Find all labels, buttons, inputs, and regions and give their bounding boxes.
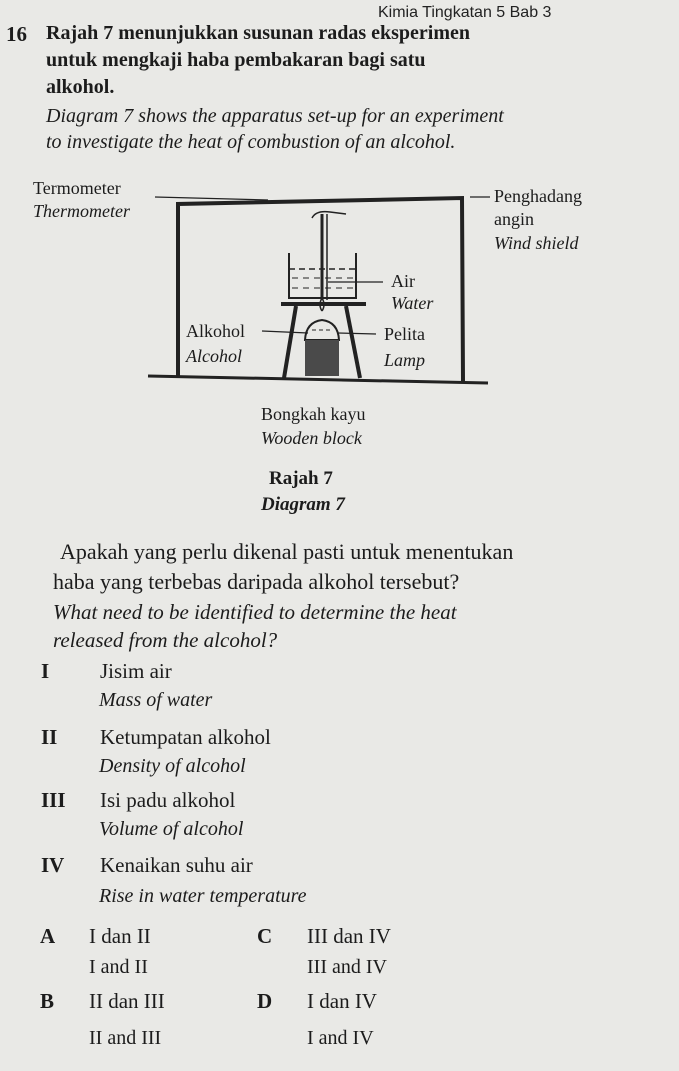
question-number: 16 — [6, 22, 27, 46]
option-a-text-en: I and II — [89, 956, 148, 978]
label-alcohol-en: Alcohol — [186, 346, 242, 366]
option-c-text[interactable]: III dan IV — [307, 924, 391, 948]
option-b-text[interactable]: II dan III — [89, 989, 165, 1013]
clamp — [312, 212, 346, 218]
stem-ms-line-1: Apakah yang perlu dikenal pasti untuk menentukan — [60, 539, 514, 564]
item-ms: Isi padu alkohol — [100, 788, 236, 812]
label-thermometer-en: Thermometer — [33, 201, 130, 221]
option-d-text[interactable]: I dan IV — [307, 989, 377, 1013]
option-b-letter[interactable]: B — [40, 989, 55, 1013]
intro-ms-line-2: untuk mengkaji haba pembakaran bagi satu — [46, 49, 426, 71]
option-d-letter[interactable]: D — [257, 989, 273, 1013]
stem-en-line-2: released from the alcohol? — [53, 628, 278, 652]
intro-ms-line-1: Rajah 7 menunjukkan susunan radas eksperimen — [46, 22, 471, 44]
item-en: Rise in water temperature — [99, 885, 307, 907]
item-en: Density of alcohol — [99, 755, 246, 777]
option-c-text-en: III and IV — [307, 956, 387, 978]
label-wind-shield-en: Wind shield — [494, 233, 579, 253]
item-en: Volume of alcohol — [99, 818, 244, 840]
stem-ms-line-2: haba yang terbebas daripada alkohol tersebut? — [53, 569, 460, 594]
option-a-letter[interactable]: A — [40, 924, 56, 948]
item-roman: III — [41, 788, 66, 812]
option-a-text[interactable]: I dan II — [89, 924, 151, 948]
label-wooden-block-en: Wooden block — [261, 428, 362, 448]
item-roman: IV — [41, 853, 65, 877]
label-lamp-en: Lamp — [384, 350, 426, 370]
label-water-ms: Air — [391, 271, 415, 291]
wooden-block — [148, 376, 488, 383]
label-alcohol-ms: Alkohol — [186, 321, 246, 341]
item-roman: I — [41, 659, 50, 683]
item-roman: II — [41, 725, 58, 749]
label-water-en: Water — [391, 293, 434, 313]
item-ms: Jisim air — [100, 659, 172, 683]
diagram-caption-ms: Rajah 7 — [269, 468, 333, 489]
label-wooden-block-ms: Bongkah kayu — [261, 404, 366, 424]
page-header: Kimia Tingkatan 5 Bab 3 — [378, 4, 552, 21]
option-b-text-en: II and III — [89, 1027, 162, 1049]
label-thermometer-ms: Termometer — [33, 178, 121, 198]
label-wind-shield-ms-2: angin — [494, 209, 534, 229]
item-ms: Kenaikan suhu air — [100, 853, 253, 877]
label-wind-shield-ms: Penghadang — [494, 186, 582, 206]
diagram-caption-en: Diagram 7 — [261, 494, 345, 515]
intro-ms-line-3: alkohol. — [46, 76, 115, 98]
intro-en-line-1: Diagram 7 shows the apparatus set-up for an experiment — [46, 105, 504, 127]
item-en: Mass of water — [99, 689, 213, 711]
lamp-base — [305, 340, 339, 376]
intro-en-line-2: to investigate the heat of combustion of an alcohol. — [46, 131, 456, 153]
option-d-text-en: I and IV — [307, 1027, 374, 1049]
label-lamp-ms: Pelita — [384, 324, 425, 344]
option-c-letter[interactable]: C — [257, 924, 273, 948]
stem-en-line-1: What need to be identified to determine the heat — [53, 600, 457, 624]
item-ms: Ketumpatan alkohol — [100, 725, 271, 749]
